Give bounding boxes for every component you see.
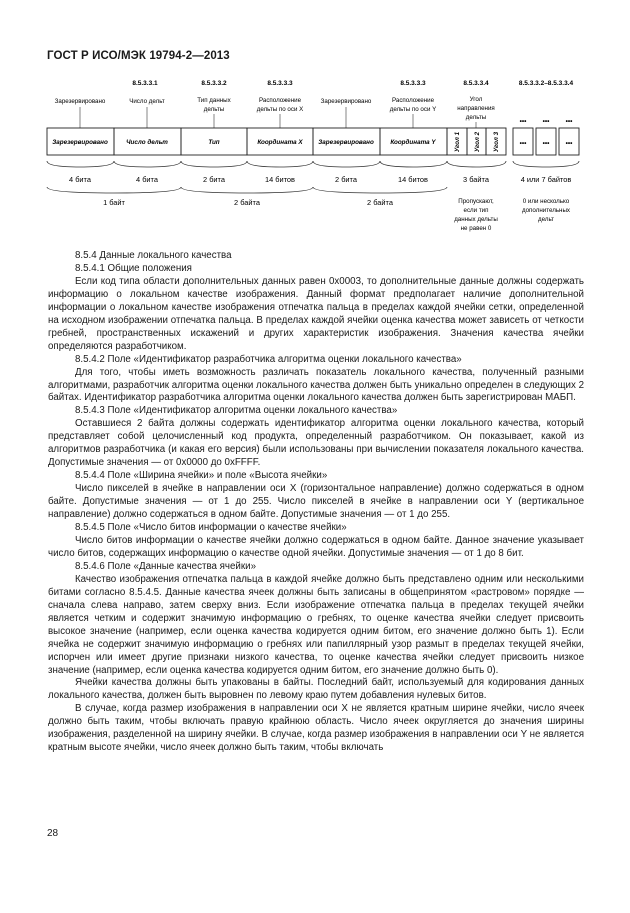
cell-reserved: Зарезервировано — [318, 139, 374, 146]
cell-more: ••• — [519, 140, 527, 147]
size-label: 14 битов — [265, 175, 295, 184]
page-number: 28 — [47, 828, 59, 839]
size-label: 2 бита — [203, 175, 225, 184]
section-heading: 8.5.4.6 Поле «Данные качества ячейки» — [75, 560, 257, 572]
field-caption: Число дельт — [129, 98, 165, 105]
size-braces — [47, 161, 579, 193]
paragraph: Для того, чтобы иметь возможность различать показатель локального качества, полученный разными алгоритмами, разработчик алгоритма оценки локального качества должен быть уникально определен в следующих 2 байтах. Идентификатор разработчика алгоритма оценки локального качества должен быть зарегистрирован МАБП. — [48, 366, 584, 404]
field-caption: Угол — [469, 96, 483, 103]
ref-number: 8.5.3.3.2–8.5.3.3.4 — [518, 80, 574, 87]
size-label: 14 битов — [398, 175, 428, 184]
ref-number: 8.5.3.3.1 — [132, 80, 158, 87]
field-caption: дельты — [465, 114, 487, 121]
cell-more: ••• — [542, 140, 550, 147]
cell-delta-count: Число дельт — [126, 139, 168, 146]
field-caption: дельты по оси X — [256, 106, 304, 113]
byte-label: 2 байта — [367, 198, 393, 207]
field-caption: Тип данных — [197, 97, 231, 104]
document-header: ГОСТ Р ИСО/МЭК 19794-2—2013 — [47, 50, 230, 62]
cell-angle-2: Угол 2 — [474, 131, 481, 153]
field-caption: дельты по оси Y — [389, 106, 437, 113]
section-heading: 8.5.4.3 Поле «Идентификатор алгоритма оценки локального качества» — [75, 405, 398, 417]
note-line: Пропускают, — [458, 198, 494, 205]
field-caption: направления — [457, 105, 495, 112]
note-line: дополнительных — [522, 207, 570, 214]
note-line: данных дельты — [454, 216, 498, 223]
top-dots: ••• — [542, 118, 550, 125]
cell-angle-3: Угол 3 — [493, 131, 500, 153]
field-caption: дельты — [203, 106, 225, 113]
paragraph: Если код типа области дополнительных данных равен 0x0003, то дополнительные данные должны содержать информацию о локальном качестве изображения. Данный формат предполагает наличие дополнительной информации о локальном качестве изображения отпечатка пальца в пределах каждой ячейки сетки, определенной на исходном изображении отпечатка пальца. В пределах каждой ячейки оценка качества может зависеть от четкости гребней, пространственных искажений и других характеристик изображения. Значения качества ячейки определяются разработчиком. — [48, 275, 584, 352]
paragraph: Число битов информации о качестве ячейки должно содержаться в одном байте. Данное значение указывает число битов, содержащих информацию о качестве одной ячейки. Допустимые значения — от 1 до 8 бит. — [48, 534, 584, 559]
paragraph: В случае, когда размер изображения в направлении оси X не является кратным ширине ячейки, число ячеек должно быть таким, чтобы включать правую крайнюю область. Число ячеек округляется до значения ширины изображения, разделенной на ширину ячейки. В случае, когда размер изображения в направлении оси Y не является кратным высоте ячейки, число ячеек должно быть таким, чтобы включать — [48, 703, 584, 754]
field-caption: Зарезервировано — [320, 98, 372, 105]
paragraph: Качество изображения отпечатка пальца в каждой ячейке должно быть представлено одним или несколькими битами согласно 8.5.4.5. Данные качества ячеек должны быть записаны в общепринятом «растровом» порядке — сначала слева направо, затем сверху вниз. Если изображение отпечатка пальца в пределах текущей ячейки является четким и содержит значимую информацию о гребнях, то оценке качества ячейки следует присвоить высокое значение (например, если оценка качества кодируется одним битом, его значение должно быть 1). Если ячейка не содержит значимую информацию о гребнях или папиллярный узор размыт в пределах текущей ячейки, испорчен или имеет другие признаки низкого качества, то оценке качества ячейки следует присвоить низкое значение (например, если оценка качества кодируется одним битом, его значение должно быть 0). — [48, 573, 584, 676]
note-line: дельт — [537, 216, 555, 223]
section-heading: 8.5.4 Данные локального качества — [75, 250, 232, 261]
note-line: не равен 0 — [460, 225, 492, 232]
section-heading: 8.5.4.4 Поле «Ширина ячейки» и поле «Высота ячейки» — [75, 470, 328, 482]
byte-label: 1 байт — [103, 198, 125, 207]
bit-layout-diagram — [0, 0, 630, 245]
size-label: 3 байта — [463, 175, 489, 184]
size-label: 4 бита — [69, 175, 91, 184]
section-heading: 8.5.4.5 Поле «Число битов информации о качестве ячейки» — [75, 522, 347, 534]
note-line: 0 или несколько — [522, 198, 570, 205]
top-dots: ••• — [565, 118, 573, 125]
cell-reserved: Зарезервировано — [52, 139, 108, 146]
byte-label: 2 байта — [234, 198, 260, 207]
ref-number: 8.5.3.3.2 — [201, 80, 227, 87]
field-caption: Зарезервировано — [54, 98, 106, 105]
ref-number: 8.5.3.3.3 — [267, 80, 293, 87]
ref-number: 8.5.3.3.4 — [463, 80, 489, 87]
cell-coord-x: Координата X — [257, 139, 303, 146]
section-heading: 8.5.4.2 Поле «Идентификатор разработчика алгоритма оценки локального качества» — [75, 353, 462, 365]
field-caption: Расположение — [391, 97, 435, 104]
body-text — [48, 250, 584, 755]
cell-more: ••• — [565, 140, 573, 147]
cell-angle-1: Угол 1 — [454, 131, 461, 153]
top-dots: ••• — [519, 118, 527, 125]
field-caption: Расположение — [258, 97, 302, 104]
paragraph: Число пикселей в ячейке в направлении оси X (горизонтальное направление) должно содержаться в одном байте. Допустимые значения — от 1 до 255. Число пикселей в ячейке в направлении оси Y (вертикальное направление) должно содержаться в одном байте. Допустимые значения — от 1 до 255. — [48, 483, 584, 521]
note-line: если тип — [463, 207, 489, 214]
paragraph: Ячейки качества должны быть упакованы в байты. Последний байт, используемый для кодирования данных локального качества, должен быть выровнен по левому краю путем добавления нулевых битов. — [48, 677, 584, 702]
size-label: 2 бита — [335, 175, 357, 184]
size-label: 4 бита — [136, 175, 158, 184]
ref-number: 8.5.3.3.3 — [400, 80, 426, 87]
cell-type: Тип — [208, 139, 220, 146]
paragraph: Оставшиеся 2 байта должны содержать идентификатор алгоритма оценки локального качества, который представляет собой целочисленный код продукта, определенный разработчиком. Он показывает, какой из алгоритмов разработчика (и какая его версия) были использованы при вычислении показателя локального качества. Допустимые значения — от 0x0000 до 0xFFFF. — [48, 418, 584, 469]
size-label: 4 или 7 байтов — [520, 175, 572, 184]
cell-coord-y: Координата Y — [390, 139, 436, 146]
section-heading: 8.5.4.1 Общие положения — [75, 262, 192, 274]
